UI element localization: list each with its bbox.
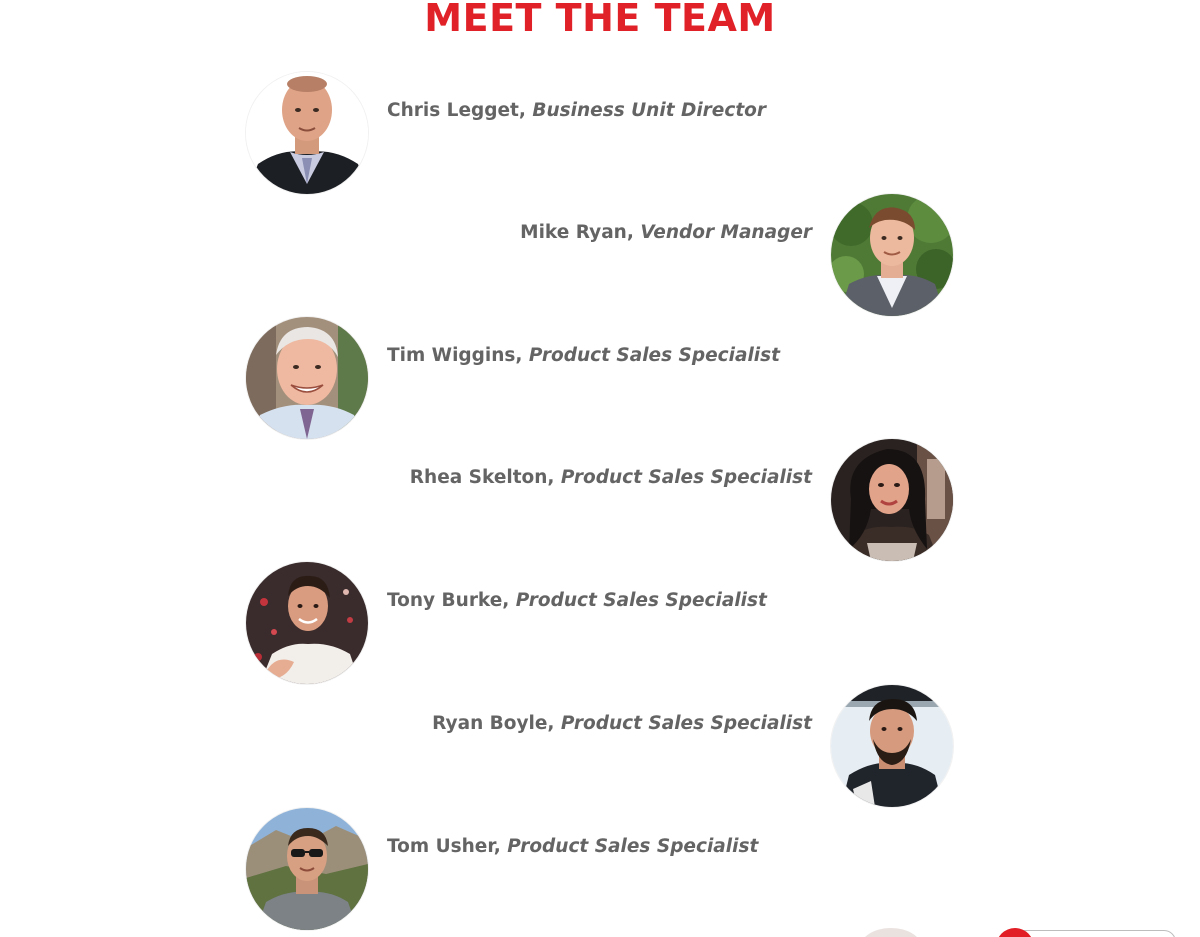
avatar [831, 685, 953, 807]
member-role: Vendor Manager [640, 222, 812, 243]
member-name: Rhea Skelton, [409, 467, 555, 488]
member-name: Mike Ryan, [520, 222, 634, 243]
member-caption [410, 466, 812, 490]
avatar [246, 317, 368, 439]
member-name: Chris Legget, [387, 100, 526, 121]
member-role: Business Unit Director [532, 100, 766, 121]
avatar [831, 194, 953, 316]
member-caption [387, 835, 758, 859]
member-name: Tim Wiggins, [387, 345, 523, 366]
member-caption [432, 712, 812, 736]
team-member-mike-ryan [453, 194, 953, 316]
member-name: Ryan Boyle, [432, 713, 555, 734]
member-role: Product Sales Specialist [560, 467, 812, 488]
member-caption [387, 344, 780, 368]
team-member-tony-burke [246, 562, 767, 684]
section-title: MEET THE TEAM [424, 0, 776, 40]
team-member-chris-legget [246, 72, 766, 194]
avatar [831, 439, 953, 561]
avatar [246, 808, 368, 930]
member-caption [520, 221, 812, 245]
member-name: Tony Burke, [387, 590, 510, 611]
team-member-ryan-boyle [432, 685, 953, 807]
team-member-rhea-skelton [409, 439, 953, 561]
member-name: Tom Usher, [387, 836, 501, 857]
member-role: Product Sales Specialist [507, 836, 759, 857]
member-role: Product Sales Specialist [528, 345, 780, 366]
member-caption [387, 589, 767, 613]
member-role: Product Sales Specialist [560, 713, 812, 734]
avatar [246, 72, 368, 194]
member-role: Product Sales Specialist [515, 590, 767, 611]
team-member-tom-usher [246, 808, 759, 930]
next-member-avatar [860, 928, 922, 937]
member-caption [387, 99, 766, 123]
avatar [246, 562, 368, 684]
team-member-tim-wiggins [246, 317, 780, 439]
